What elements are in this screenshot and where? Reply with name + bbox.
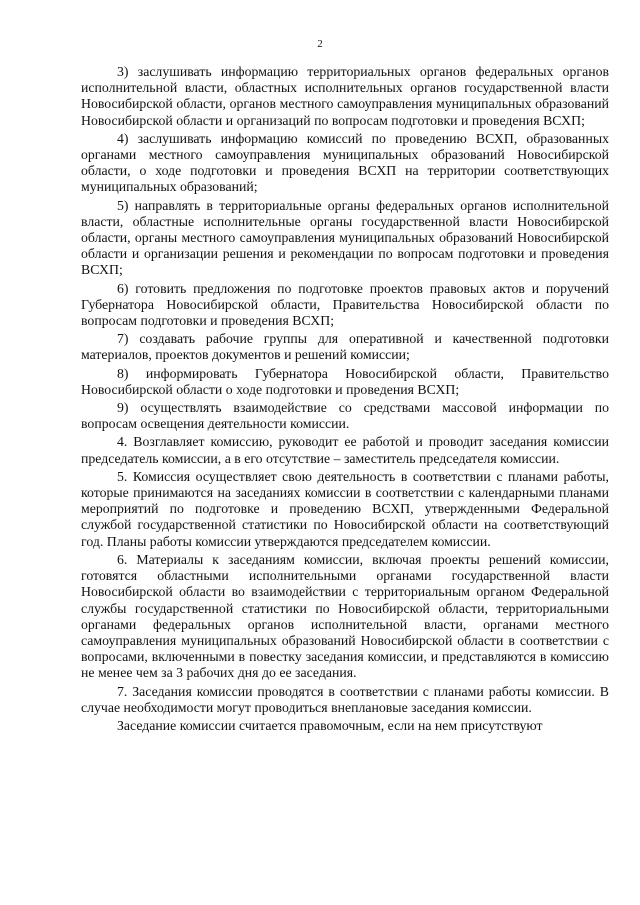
paragraph-item-5: 5) направлять в территориальные органы федеральных органов исполнительной власти, областные исполнительные органы государственной власти Новосибирской области, органы местного самоуправления муниципальных образований Новосибирской области и организации решения и рекомендации по вопросам подготовки и проведения ВСХП; [81, 197, 609, 278]
paragraph-item-6: 6) готовить предложения по подготовке проектов правовых актов и поручений Губернатора Новосибирской области, Правительства Новосибирской области по вопросам подготовки и проведения ВСХП; [81, 280, 609, 329]
paragraph-section-5: 5. Комиссия осуществляет свою деятельность в соответствии с планами работы, которые принимаются на заседаниях комиссии в соответствии с календарными планами мероприятий по подготовке и проведению ВСХП, утвержденными Федеральной службой государственной статистики по Новосибирской области на соответствующий год. Планы работы комиссии утверждаются председателем комиссии. [81, 468, 609, 549]
paragraph-quorum: Заседание комиссии считается правомочным, если на нем присутствуют [117, 717, 543, 733]
paragraph-section-6: 6. Материалы к заседаниям комиссии, включая проекты решений комиссии, готовятся областными исполнительными органами государственной власти Новосибирской области во взаимодействии с территориальным органом Федеральной службы государственной статистики по Новосибирской области, территориальными органами федеральных органов исполнительной власти, органами местного самоуправления муниципальных образований Новосибирской области в соответствии с вопросами, включенными в повестку заседания комиссии, и представляются в комиссию не менее чем за 3 рабочих дня до ее заседания. [81, 551, 609, 681]
document-body [81, 64, 609, 736]
paragraph-section-4: 4. Возглавляет комиссию, руководит ее работой и проводит заседания комиссии председатель комиссии, а в его отсутствие – заместитель председателя комиссии. [81, 434, 609, 466]
paragraph-item-9: 9) осуществлять взаимодействие со средствами массовой информации по вопросам освещения деятельности комиссии. [81, 400, 609, 432]
paragraph-section-7: 7. Заседания комиссии проводятся в соответствии с планами работы комиссии. В случае необходимости могут проводиться внеплановые заседания комиссии. [81, 683, 609, 715]
paragraph-item-4: 4) заслушивать информацию комиссий по проведению ВСХП, образованных органами местного самоуправления муниципальных образований Новосибирской области, о ходе подготовки и проведения ВСХП на территории соответствующих муниципальных образований; [81, 130, 609, 195]
paragraph-item-7: 7) создавать рабочие группы для оперативной и качественной подготовки материалов, проектов документов и решений комиссии; [81, 331, 609, 363]
page-number: 2 [317, 38, 323, 50]
paragraph-item-8: 8) информировать Губернатора Новосибирской области, Правительство Новосибирской области о ходе подготовки и проведения ВСХП; [81, 365, 609, 397]
paragraph-item-3: 3) заслушивать информацию территориальных органов федеральных органов исполнительной власти, областных исполнительных органов государственной власти Новосибирской области, органов местного самоуправления муниципальных образований Новосибирской области и организаций по вопросам подготовки и проведения ВСХП; [81, 64, 609, 128]
